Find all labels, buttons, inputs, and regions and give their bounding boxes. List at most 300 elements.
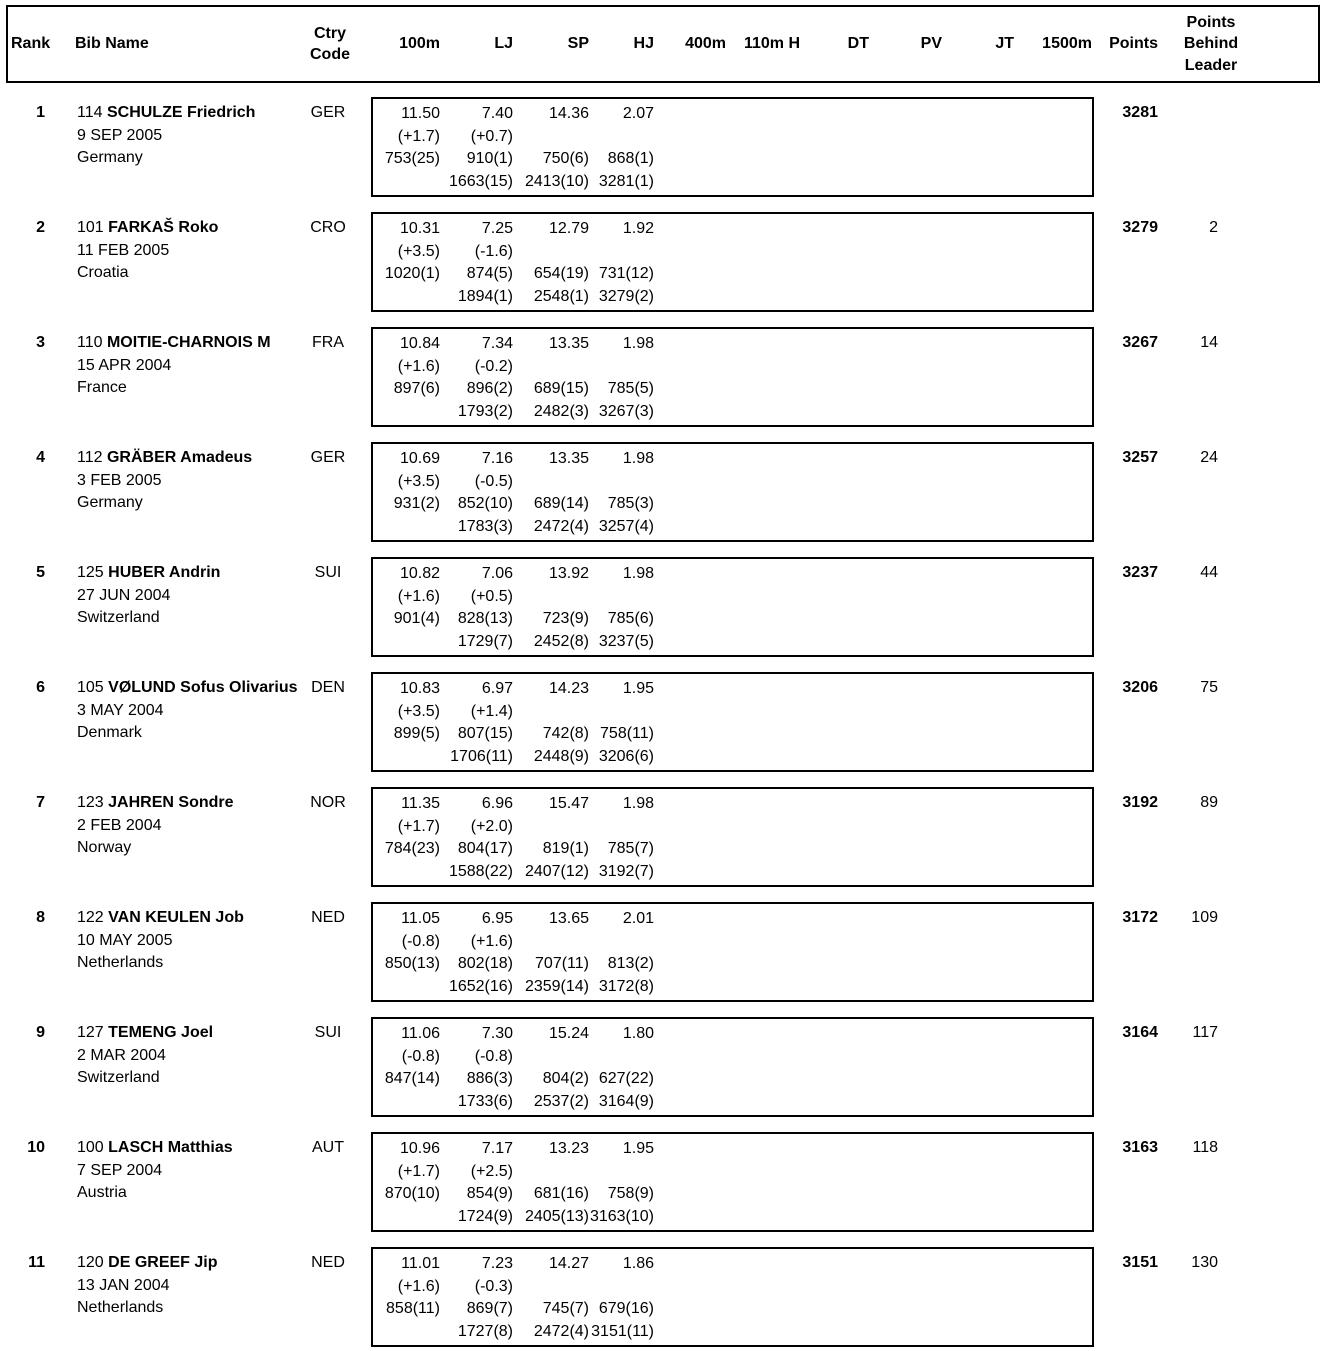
event-cumulative: 1706(11) — [450, 747, 513, 765]
event-points: 854(9) — [466, 1185, 513, 1202]
event-result — [654, 1138, 726, 1161]
birthdate: 2 MAR 2004 — [77, 1046, 166, 1064]
event-cumulative — [1014, 1321, 1092, 1344]
wind-line — [373, 816, 1092, 839]
event-cumulative — [1014, 746, 1092, 769]
event-result: 11.35 — [401, 795, 440, 812]
event-wind — [654, 1276, 726, 1299]
event-wind — [869, 816, 942, 839]
bib-name-line — [77, 1022, 317, 1045]
total-points: 3279 — [1122, 219, 1158, 236]
event-wind — [869, 126, 942, 149]
event-result — [1014, 1138, 1092, 1161]
points-behind: 2 — [1209, 219, 1218, 236]
event-cumulative — [800, 286, 869, 309]
country-name: Switzerland — [77, 609, 160, 626]
results-line — [373, 1138, 1092, 1161]
country-name: France — [77, 379, 127, 396]
event-wind — [800, 1046, 869, 1069]
event-result: 2.01 — [622, 910, 654, 927]
event-points: 870(10) — [384, 1185, 440, 1202]
event-result: 15.24 — [548, 1025, 589, 1042]
event-cumulative — [800, 631, 869, 654]
event-cumulative — [726, 976, 800, 999]
athlete-name: VAN KEULEN Job — [108, 909, 244, 926]
event-wind: (+1.4) — [470, 702, 513, 720]
event-wind — [869, 1276, 942, 1299]
event-result: 13.35 — [548, 335, 589, 352]
total-points: 3206 — [1122, 679, 1158, 696]
event-points: 804(17) — [457, 840, 513, 857]
event-cumulative: 3192(7) — [598, 862, 654, 880]
event-points — [800, 148, 869, 171]
event-cumulative — [726, 171, 800, 194]
bib-number: 110 — [77, 334, 103, 351]
event-result — [726, 793, 800, 816]
wind-line — [373, 126, 1092, 149]
event-points — [800, 1068, 869, 1091]
event-points — [726, 1298, 800, 1321]
event-points — [800, 263, 869, 286]
event-points — [942, 608, 1014, 631]
event-cumulative — [654, 1091, 726, 1114]
event-cumulative — [800, 401, 869, 424]
event-wind — [800, 356, 869, 379]
points-behind: 24 — [1200, 449, 1218, 466]
event-cumulative: 1729(7) — [457, 632, 513, 650]
country-name: Norway — [77, 839, 132, 856]
event-cumulative — [1014, 286, 1092, 309]
birthdate: 3 FEB 2005 — [77, 471, 162, 489]
event-result — [942, 793, 1014, 816]
event-cumulative: 3151(11) — [591, 1322, 654, 1340]
event-wind — [513, 471, 589, 494]
points-behind-header — [1174, 7, 1248, 81]
event-result: 6.97 — [481, 680, 513, 697]
cumulative-points-line — [373, 1321, 1092, 1344]
event-wind — [726, 471, 800, 494]
event-result: 13.92 — [548, 565, 589, 582]
event-cumulative — [869, 631, 942, 654]
event-header: JT — [995, 35, 1014, 52]
results-line — [373, 333, 1092, 356]
event-points: 707(11) — [535, 955, 589, 972]
event-wind — [942, 1046, 1014, 1069]
wind-line — [373, 701, 1092, 724]
event-points-line — [373, 263, 1092, 286]
cumulative-points-line — [373, 976, 1092, 999]
event-result — [942, 1253, 1014, 1276]
event-result — [654, 1253, 726, 1276]
event-cumulative — [869, 861, 942, 884]
event-result — [654, 218, 726, 241]
event-points — [726, 493, 800, 516]
event-points — [1014, 1068, 1092, 1091]
cumulative-points-line — [373, 861, 1092, 884]
event-result: 11.50 — [401, 105, 440, 122]
points-behind: 130 — [1191, 1254, 1218, 1271]
country-name: Germany — [77, 494, 143, 511]
event-result: 10.31 — [399, 220, 440, 237]
event-cumulative — [1014, 976, 1092, 999]
event-wind: (-1.6) — [474, 242, 513, 260]
event-points: 785(3) — [607, 495, 654, 512]
event-wind — [589, 126, 654, 149]
event-points — [869, 838, 942, 861]
event-wind — [654, 126, 726, 149]
country-name: Austria — [77, 1184, 127, 1201]
event-cumulative — [1014, 631, 1092, 654]
athlete-row — [0, 97, 1328, 212]
event-cumulative — [800, 861, 869, 884]
wind-line — [373, 931, 1092, 954]
event-points: 804(2) — [542, 1070, 589, 1087]
event-points: 654(19) — [533, 265, 589, 282]
event-wind — [800, 586, 869, 609]
event-cumulative — [1014, 516, 1092, 539]
event-points: 785(6) — [607, 610, 654, 627]
event-cumulative — [373, 976, 440, 999]
total-points: 3267 — [1122, 334, 1158, 351]
event-cumulative — [654, 631, 726, 654]
event-result — [942, 1023, 1014, 1046]
event-points: 886(3) — [466, 1070, 513, 1087]
results-line — [373, 908, 1092, 931]
event-points-line — [373, 953, 1092, 976]
event-wind — [869, 241, 942, 264]
event-cumulative — [726, 1321, 800, 1344]
cumulative-points-line — [373, 746, 1092, 769]
event-result: 11.01 — [401, 1255, 440, 1272]
bib-name-line — [77, 907, 317, 930]
event-cumulative — [726, 516, 800, 539]
event-points: 869(7) — [466, 1300, 513, 1317]
event-wind — [589, 931, 654, 954]
points-behind: 117 — [1192, 1024, 1218, 1041]
bib-number: 123 — [77, 794, 104, 811]
cumulative-points-line — [373, 516, 1092, 539]
athlete-row — [0, 672, 1328, 787]
athlete-info — [77, 217, 317, 285]
event-result — [942, 1138, 1014, 1161]
event-result — [1014, 678, 1092, 701]
athlete-name: FARKAŠ Roko — [108, 219, 219, 236]
event-wind: (+3.5) — [397, 702, 440, 720]
behind-header-line2: Behind — [1183, 35, 1239, 53]
event-points — [869, 1298, 942, 1321]
event-cumulative — [800, 516, 869, 539]
bib-name-line — [77, 447, 317, 470]
event-points — [726, 1183, 800, 1206]
country-code: AUT — [312, 1139, 344, 1156]
event-points: 852(10) — [457, 495, 513, 512]
event-cumulative: 1724(9) — [457, 1207, 513, 1225]
event-points-line — [373, 148, 1092, 171]
country-code: CRO — [310, 219, 346, 236]
event-cumulative: 3163(10) — [589, 1207, 654, 1225]
event-wind — [869, 1161, 942, 1184]
results-box — [371, 1132, 1094, 1232]
event-cumulative — [869, 1206, 942, 1229]
event-result: 1.98 — [622, 795, 654, 812]
athlete-row — [0, 1132, 1328, 1247]
event-points: 813(2) — [607, 955, 654, 972]
event-points — [654, 378, 726, 401]
event-points — [800, 608, 869, 631]
event-points: 731(12) — [598, 265, 654, 282]
event-points: 679(16) — [598, 1300, 654, 1317]
event-wind — [800, 816, 869, 839]
event-header: 100m — [399, 35, 440, 52]
rank-value: 1 — [36, 104, 45, 121]
event-result — [654, 678, 726, 701]
event-wind — [513, 126, 589, 149]
event-wind — [513, 931, 589, 954]
event-points — [654, 1068, 726, 1091]
athlete-info — [77, 1137, 317, 1205]
event-points-line — [373, 493, 1092, 516]
athlete-name: MOITIE-CHARNOIS M — [106, 334, 271, 351]
country-code: SUI — [314, 1024, 342, 1041]
event-wind — [654, 241, 726, 264]
event-wind — [513, 356, 589, 379]
event-result: 7.30 — [481, 1025, 513, 1042]
event-wind — [589, 816, 654, 839]
event-result: 1.98 — [622, 450, 654, 467]
event-wind — [589, 1046, 654, 1069]
event-wind — [1014, 586, 1092, 609]
event-header: PV — [920, 35, 942, 52]
event-result — [942, 103, 1014, 126]
event-cumulative — [1014, 1091, 1092, 1114]
event-result — [654, 793, 726, 816]
event-wind — [654, 471, 726, 494]
event-wind: (-0.8) — [401, 932, 440, 950]
event-result — [726, 218, 800, 241]
event-wind — [726, 1046, 800, 1069]
event-cumulative — [726, 1206, 800, 1229]
event-result: 14.23 — [548, 680, 589, 697]
cumulative-points-line — [373, 171, 1092, 194]
event-wind — [654, 586, 726, 609]
event-result — [654, 563, 726, 586]
event-cumulative — [942, 286, 1014, 309]
event-points — [1014, 608, 1092, 631]
event-wind — [726, 1276, 800, 1299]
event-wind — [1014, 1276, 1092, 1299]
cumulative-points-line — [373, 286, 1092, 309]
event-points — [800, 378, 869, 401]
points-behind: 75 — [1200, 679, 1218, 696]
event-wind — [942, 126, 1014, 149]
event-points — [1014, 148, 1092, 171]
athlete-row — [0, 1247, 1328, 1351]
event-wind — [726, 931, 800, 954]
event-wind — [654, 1046, 726, 1069]
event-cumulative — [654, 746, 726, 769]
event-wind — [869, 931, 942, 954]
event-cumulative: 2537(2) — [533, 1092, 589, 1110]
event-wind — [654, 701, 726, 724]
wind-line — [373, 471, 1092, 494]
event-points — [654, 493, 726, 516]
bib-name-line — [77, 1137, 317, 1160]
event-result — [726, 448, 800, 471]
total-points: 3257 — [1122, 449, 1158, 466]
results-box — [371, 1247, 1094, 1347]
event-header: DT — [847, 35, 869, 52]
event-cumulative — [1014, 861, 1092, 884]
event-result: 10.84 — [399, 335, 440, 352]
behind-header-line3: Leader — [1184, 56, 1238, 74]
event-result: 7.23 — [481, 1255, 513, 1272]
bib-name-line — [77, 332, 317, 355]
results-line — [373, 448, 1092, 471]
event-wind — [869, 586, 942, 609]
event-points — [654, 1183, 726, 1206]
event-result — [800, 448, 869, 471]
event-cumulative: 1894(1) — [457, 287, 513, 305]
bib-number: 114 — [77, 104, 103, 121]
event-result: 13.65 — [548, 910, 589, 927]
event-points: 1020(1) — [384, 265, 440, 282]
event-wind: (+1.6) — [397, 357, 440, 375]
event-result — [726, 1253, 800, 1276]
total-points: 3172 — [1122, 909, 1158, 926]
birthdate: 3 MAY 2004 — [77, 701, 164, 719]
event-cumulative — [800, 1321, 869, 1344]
event-wind: (+2.0) — [470, 817, 513, 835]
event-points — [1014, 1298, 1092, 1321]
event-result — [869, 103, 942, 126]
event-wind: (+1.6) — [397, 587, 440, 605]
country-code: NED — [311, 909, 345, 926]
ctry-code-header — [298, 7, 362, 81]
event-result — [800, 1253, 869, 1276]
event-points: 897(6) — [393, 380, 440, 397]
event-result — [800, 678, 869, 701]
event-result — [726, 1023, 800, 1046]
rank-value: 6 — [36, 679, 45, 696]
event-wind — [800, 1276, 869, 1299]
event-wind — [726, 1161, 800, 1184]
event-cumulative — [726, 631, 800, 654]
event-points: 910(1) — [466, 150, 513, 167]
event-result: 7.17 — [481, 1140, 513, 1157]
event-cumulative — [373, 746, 440, 769]
event-result — [869, 448, 942, 471]
event-points — [942, 1183, 1014, 1206]
event-points-line — [373, 1298, 1092, 1321]
event-cumulative — [654, 976, 726, 999]
athlete-info — [77, 102, 317, 170]
event-points — [654, 723, 726, 746]
event-points — [726, 148, 800, 171]
event-result — [800, 793, 869, 816]
event-points — [869, 723, 942, 746]
event-wind — [589, 471, 654, 494]
event-wind — [942, 356, 1014, 379]
points-behind: 89 — [1200, 794, 1218, 811]
bib-number: 127 — [77, 1024, 104, 1041]
results-rows — [0, 97, 1328, 1351]
total-points: 3281 — [1122, 104, 1158, 121]
event-cumulative — [942, 1091, 1014, 1114]
event-cumulative: 3267(3) — [598, 402, 654, 420]
event-wind — [942, 1276, 1014, 1299]
event-wind — [1014, 1046, 1092, 1069]
event-wind: (+1.7) — [397, 817, 440, 835]
event-result: 1.98 — [622, 565, 654, 582]
points-behind: 44 — [1200, 564, 1218, 581]
event-points: 681(16) — [533, 1185, 589, 1202]
event-result — [942, 908, 1014, 931]
event-header: 1500m — [1042, 35, 1092, 52]
event-wind — [654, 1161, 726, 1184]
event-wind: (-0.3) — [474, 1277, 513, 1295]
event-wind — [869, 471, 942, 494]
event-cumulative — [869, 401, 942, 424]
event-cumulative — [942, 401, 1014, 424]
results-box — [371, 787, 1094, 887]
wind-line — [373, 1046, 1092, 1069]
event-result: 1.95 — [622, 1140, 654, 1157]
rank-value: 9 — [36, 1024, 45, 1041]
athlete-info — [77, 677, 317, 745]
event-cumulative: 2359(14) — [524, 977, 589, 995]
birthdate: 2 FEB 2004 — [77, 816, 162, 834]
event-cumulative — [1014, 1206, 1092, 1229]
event-points: 802(18) — [457, 955, 513, 972]
event-wind: (+1.6) — [470, 932, 513, 950]
cumulative-points-line — [373, 1206, 1092, 1229]
event-cumulative: 2407(12) — [524, 862, 589, 880]
event-result: 10.83 — [399, 680, 440, 697]
event-result — [942, 563, 1014, 586]
event-wind — [726, 356, 800, 379]
event-result — [726, 678, 800, 701]
athlete-row — [0, 902, 1328, 1017]
event-cumulative — [1014, 401, 1092, 424]
athlete-name: HUBER Andrin — [108, 564, 221, 581]
bib-number: 125 — [77, 564, 104, 581]
event-header: SP — [567, 35, 589, 52]
bib-number: 105 — [77, 679, 104, 696]
event-result: 14.36 — [548, 105, 589, 122]
event-result: 6.95 — [481, 910, 513, 927]
event-cumulative: 3281(1) — [598, 172, 654, 190]
event-wind: (-0.2) — [474, 357, 513, 375]
event-points — [654, 148, 726, 171]
event-points — [869, 493, 942, 516]
event-cumulative: 1783(3) — [457, 517, 513, 535]
event-wind — [1014, 241, 1092, 264]
event-cumulative: 2448(9) — [533, 747, 589, 765]
event-points — [1014, 723, 1092, 746]
event-points — [1014, 493, 1092, 516]
event-points — [726, 263, 800, 286]
birthdate: 11 FEB 2005 — [77, 241, 170, 259]
event-result: 7.25 — [481, 220, 513, 237]
total-points: 3164 — [1122, 1024, 1158, 1041]
athlete-name: GRÄBER Amadeus — [106, 449, 253, 466]
event-wind: (+2.5) — [470, 1162, 513, 1180]
cumulative-points-line — [373, 631, 1092, 654]
event-result: 1.86 — [622, 1255, 654, 1272]
event-result — [726, 908, 800, 931]
event-wind: (+3.5) — [397, 242, 440, 260]
country-name: Germany — [77, 149, 143, 166]
